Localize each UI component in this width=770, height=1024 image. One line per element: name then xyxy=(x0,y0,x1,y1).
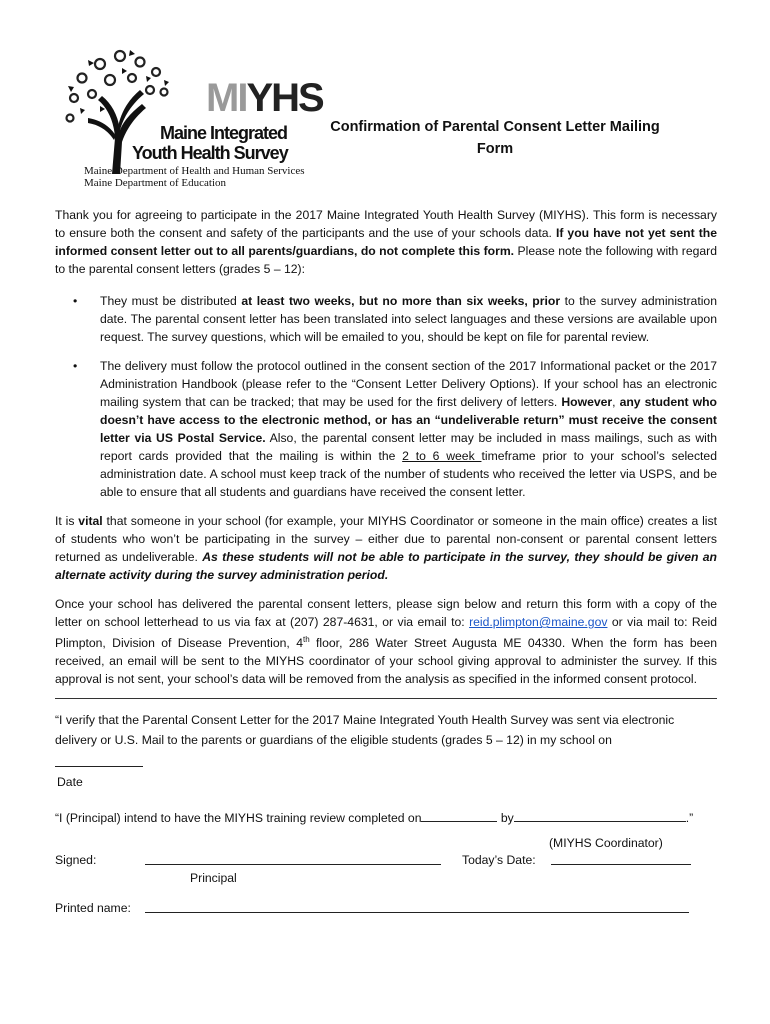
coordinator-field[interactable] xyxy=(514,809,686,822)
date-label: Date xyxy=(57,775,83,789)
intro-paragraph: Thank you for agreeing to participate in the 2017 Maine Integrated Youth Health Survey (MIYHS). This form is necessary to ensure both the consent and safety of the participants and the use of your schools data. If you have not yet sent the informed consent letter out to all parents/guardians, do not complete this form. Please note the following with regard to the parental consent letters (grades 5 – 12): xyxy=(55,208,717,276)
training-date-field[interactable] xyxy=(421,809,497,822)
instructions-paragraph: Once your school has delivered the parental consent letters, please sign below and return this form with a copy of the letter on school letterhead to us via fax at (207) 287-4631, or via email to: reid.plimpton@maine.gov or via mail to: Reid Plimpton, Division of Disease Prevention, 4th floor, 286 Water Street Augusta ME 04330. When the form has been received, an email will be sent to the MIYHS coordinator of your school giving approval to administer the survey. If this approval is not sent, your school’s data will be removed from the analysis as specified in the informed consent protocol. xyxy=(55,597,718,687)
verify-date-field[interactable] xyxy=(55,754,143,767)
verification-statement: “I verify that the Parental Consent Letter for the 2017 Maine Integrated Youth Health Survey was sent via electronic delivery or U.S. Mail to the parents or guardians of the eligible students (grades 5 – 12) in my school on xyxy=(55,713,675,747)
section-divider xyxy=(55,698,717,699)
signed-label: Signed: xyxy=(55,853,97,867)
principal-signature-field[interactable] xyxy=(145,852,441,865)
page-title: Confirmation of Parental Consent Letter Mailing Form xyxy=(330,119,660,157)
printed-name-field[interactable] xyxy=(145,900,689,913)
email-link[interactable]: reid.plimpton@maine.gov xyxy=(469,615,608,629)
todays-date-label: Today’s Date: xyxy=(462,853,536,867)
list-item: • The delivery must follow the protocol outlined in the consent section of the 2017 Informational packet or the 2017 Administration Handbook (please refer to the “Consent Letter Delivery Options). If your school has an electronic mailing system that can be tracked; that may be used for the first delivery of letters. However, any student who doesn’t have access to the electronic method, or has an “undeliverable return” must receive the consent letter via US Postal Service. Also, the parental consent letter may be included in mass mailings, such as with report cards provided that the mailing is within the 2 to 6 week timeframe prior to your school’s selected administration date. A school must keep track of the number of students who received the letter via USPS, and be able to ensure that all students and guardians have received the consent letter. xyxy=(73,359,718,499)
logo-name-line1: Maine Integrated xyxy=(160,123,288,143)
todays-date-field[interactable] xyxy=(551,852,691,865)
principal-label: Principal xyxy=(190,871,237,885)
requirements-list xyxy=(55,292,717,501)
principal-statement: “I (Principal) intend to have the MIYHS training review completed on by .” xyxy=(55,811,694,825)
form-body xyxy=(55,206,717,688)
coordinator-label: (MIYHS Coordinator) xyxy=(549,836,663,850)
logo-name-line2: Youth Health Survey xyxy=(132,143,288,163)
vital-paragraph: It is vital that someone in your school (for example, your MIYHS Coordinator or someone in the main office) creates a list of students who won’t be participating in the survey – either due to parental non-consent or parental consent letters returned as undeliverable. As these students will not be able to participate in the survey, they should be given an alternate activity during the survey administration period. xyxy=(55,514,718,582)
printed-name-label: Printed name: xyxy=(55,901,131,915)
department-names: Maine Department of Health and Human Services Maine Department of Education xyxy=(84,165,305,189)
list-item: • They must be distributed at least two weeks, but no more than six weeks, prior to the survey administration date. The parental consent letter has been translated into select languages and these versions are available upon request. The survey questions, which will be emailed to you, should be kept on file for parental review. xyxy=(73,294,717,344)
logo-acronym: MIYHS xyxy=(206,76,323,120)
